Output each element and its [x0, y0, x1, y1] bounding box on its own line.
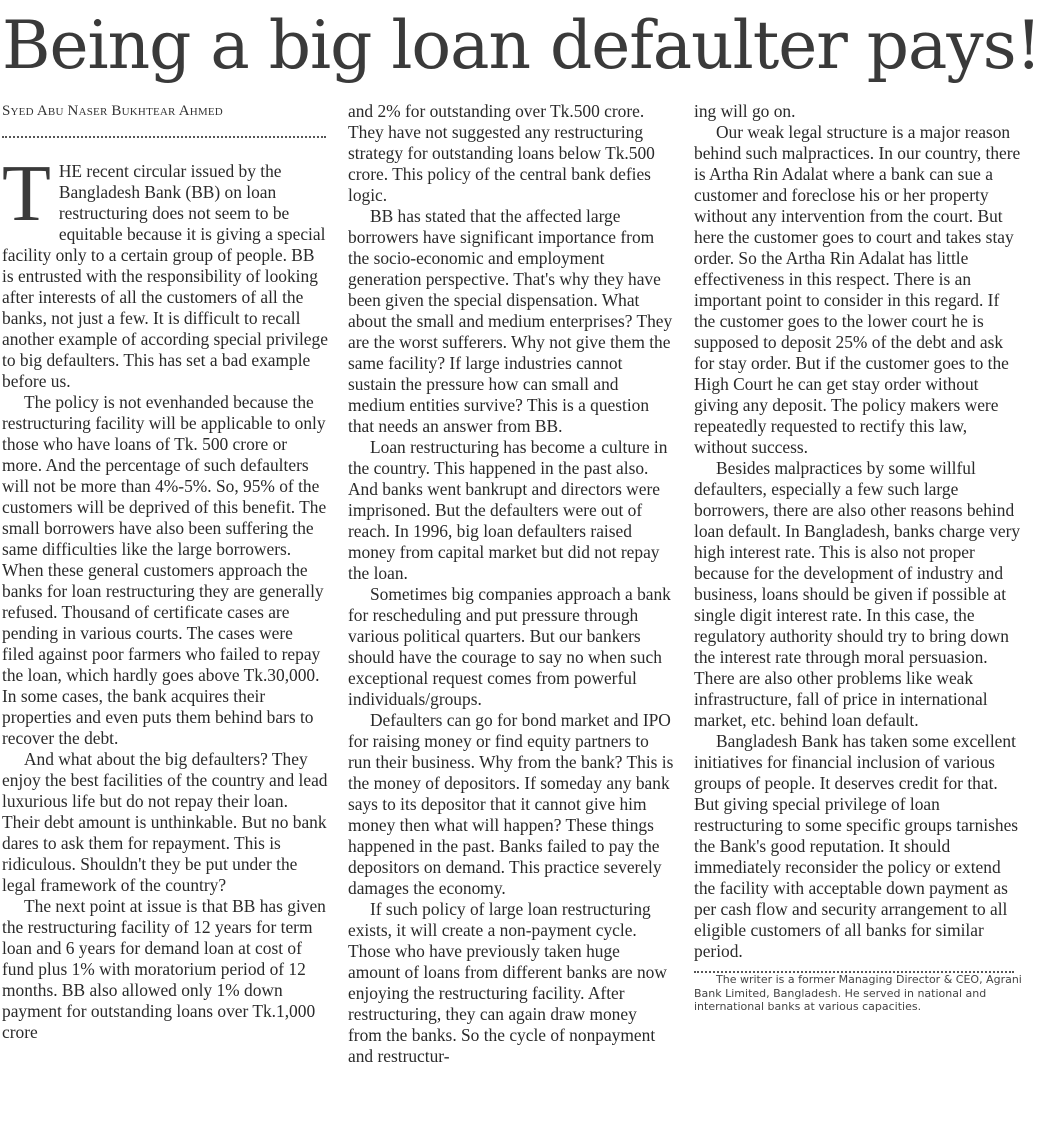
paragraph: BB has stated that the affected large borrowers have significant importance from the socio-economic and employment generation perspective. That's why they have been given the special dispensation. What about the small and medium enterprises? They are the worst sufferers. Why not give them the same facility? If large industries cannot sustain the pressure how can small and medium entities survive? This is a question that needs an answer from BB.	[348, 206, 673, 436]
paragraph: Sometimes big companies approach a bank for rescheduling and put pressure through various political quarters. But our bankers should have the courage to say no when such exceptional request comes from powerful individuals/groups.	[348, 584, 671, 709]
paragraph-text: HE recent circular issued by the Bangladesh Bank (BB) on loan restructuring does not seem to be equitable because it is giving a special facility only to a certain group of people. BB is entrusted with the responsibility of looking after interests of all the customers of all the banks, not just a few. It is difficult to recall another example of according special privilege to big defaulters. This has set a bad example before us.	[2, 161, 328, 391]
byline-divider	[2, 136, 326, 138]
paragraph: and 2% for outstanding over Tk.500 crore. They have not suggested any restructuring strategy for outstanding loans below Tk.500 crore. This policy of the central bank defies logic.	[348, 101, 655, 205]
paragraph: ing will go on.	[694, 101, 796, 121]
drop-cap: T	[2, 150, 51, 238]
article-column-3	[694, 101, 1024, 1014]
article-column-1	[2, 150, 328, 1043]
byline: Syed Abu Naser Bukhtear Ahmed	[2, 103, 223, 119]
article-column-2	[348, 101, 674, 1067]
paragraph: The next point at issue is that BB has given the restructuring facility of 12 years for term loan and 6 years for demand loan at cost of fund plus 1% with moratorium period of 12 months. BB also allowed only 1% down payment for outstanding loans over Tk.1,000 crore	[2, 896, 326, 1042]
paragraph: The policy is not evenhanded because the restructuring facility will be applicable to only those who have loans of Tk. 500 crore or more. And the percentage of such defaulters will not be more than 4%-5%. So, 95% of the customers will be deprived of this benefit. The small borrowers have also been suffering the same difficulties like the large borrowers. When these general customers approach the banks for loan restructuring they are generally refused. Thousand of certificate cases are pending in various courts. The cases were filed against poor farmers who failed to repay the loan, which hardly goes above Tk.30,000. In some cases, the bank acquires their properties and even puts them behind bars to recover the debt.	[2, 392, 327, 748]
paragraph: Our weak legal structure is a major reason behind such malpractices. In our country, there is Artha Rin Adalat where a bank can sue a customer and foreclose his or her property without any intervention from the court. But here the customer goes to court and takes stay order. So the Artha Rin Adalat has little effectiveness in this respect. There is an important point to consider in this regard. If the customer goes to the lower court he is supposed to deposit 25% of the debt and ask for stay order. But if the customer goes to the High Court he can get stay order without giving any deposit. The policy makers were repeatedly requested to rectify this law, without success.	[694, 122, 1021, 457]
paragraph	[2, 150, 328, 392]
paragraph: If such policy of large loan restructuring exists, it will create a non-payment cycle. Those who have previously taken huge amount of loans from different banks are now enjoying the restructuring facility. After restructuring, they can again draw money from the banks. So the cycle of nonpayment and restructur-	[348, 899, 667, 1066]
headline: Being a big loan defaulter pays!	[2, 7, 1042, 84]
paragraph: Loan restructuring has become a culture in the country. This happened in the past also. And banks went bankrupt and directors were imprisoned. But the defaulters were out of reach. In 1996, big loan defaulters raised money from capital market but did not repay the loan.	[348, 437, 668, 583]
paragraph: Defaulters can go for bond market and IPO for raising money or find equity partners to run their business. Why from the bank? This is the money of depositors. If someday any bank says to its depositor that it cannot give him money then what will happen? These things happened in the past. Banks failed to pay the depositors on demand. This practice severely damages the economy.	[348, 710, 674, 898]
paragraph: Besides malpractices by some willful defaulters, especially a few such large borrowers, there are also other reasons behind loan default. In Bangladesh, banks charge very high interest rate. This is also not proper because for the development of industry and business, loans should be given if possible at single digit interest rate. In this case, the regulatory authority should try to bring down the interest rate through moral persuasion. There are also other problems like weak infrastructure, fall of price in international market, etc. behind loan default.	[694, 458, 1021, 730]
author-note: The writer is a former Managing Director & CEO, Agrani Bank Limited, Bangladesh. He served in national and international banks at various capacities.	[694, 973, 1022, 1013]
paragraph: Bangladesh Bank has taken some excellent initiatives for financial inclusion of various groups of people. It deserves credit for that. But giving special privilege of loan restructuring to some specific groups tarnishes the Bank's good reputation. It should immediately reconsider the policy or extend the facility with acceptable down payment as per cash flow and security arrangement to all eligible customers of all banks for similar period.	[694, 731, 1019, 961]
paragraph: And what about the big defaulters? They enjoy the best facilities of the country and lead luxurious life but do not repay their loan. Their debt amount is unthinkable. But no bank dares to ask them for repayment. This is ridiculous. Shouldn't they be put under the legal framework of the country?	[2, 749, 328, 895]
